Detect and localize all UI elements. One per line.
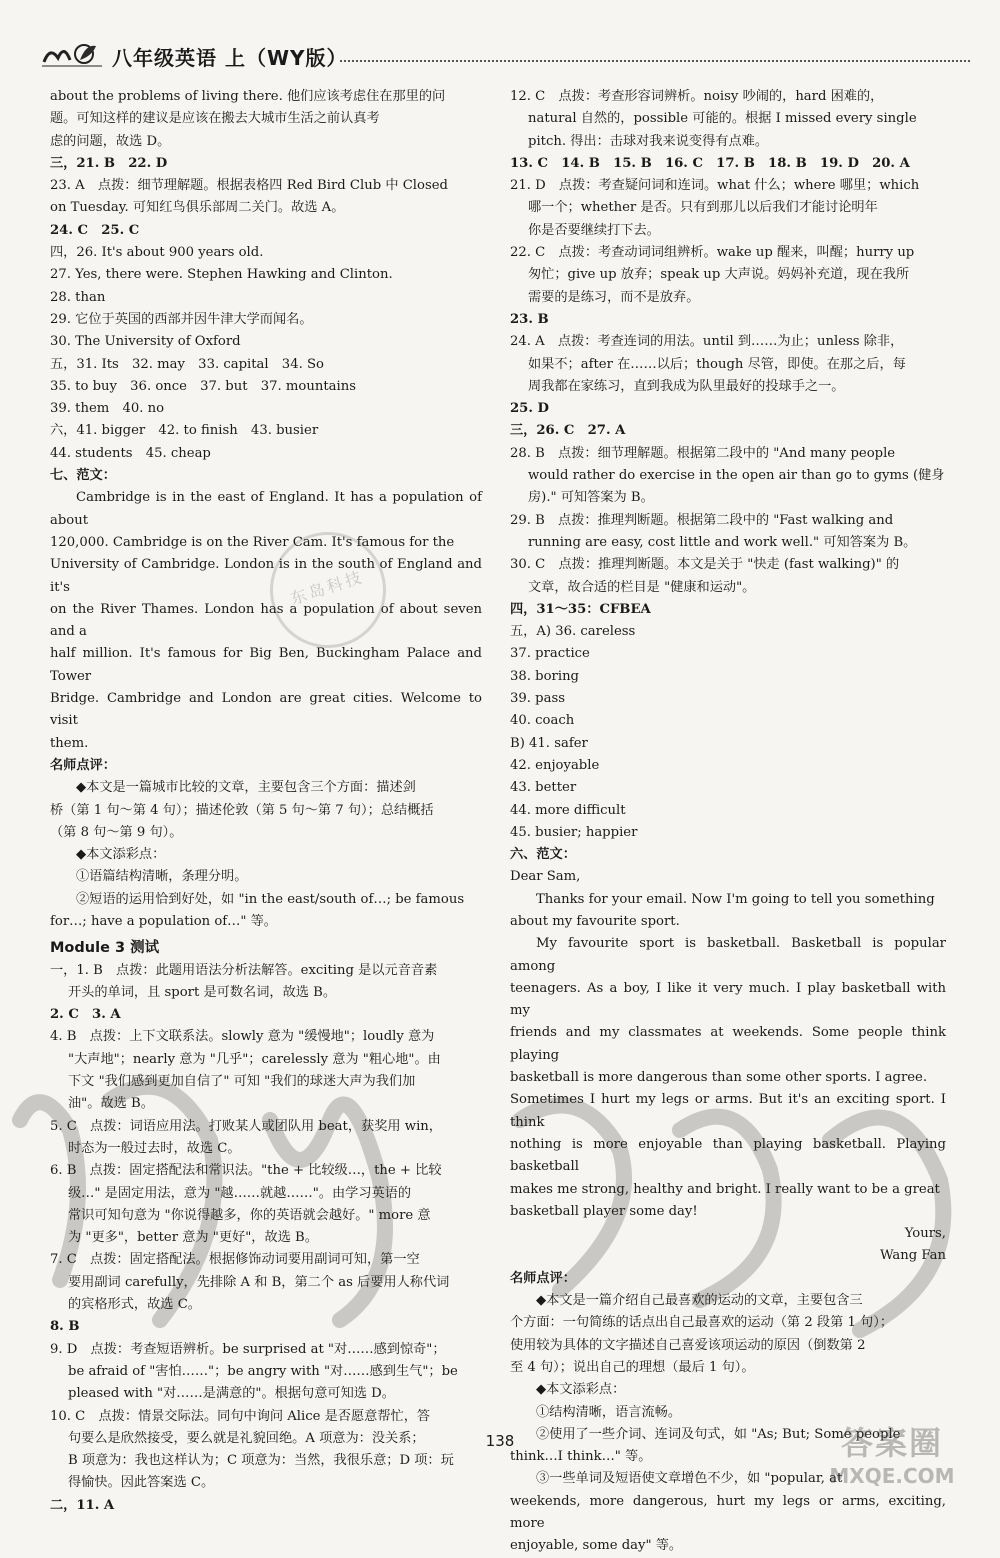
text-line: My favourite sport is basketball. Basketball is popular among bbox=[510, 936, 946, 974]
text-line: 6. B 点拨：固定搭配法和常识法。"the + 比较级…，the + 比较 bbox=[50, 1163, 442, 1179]
text-line: 题。可知这样的建议是应该在搬去大城市生活之前认真考 bbox=[50, 111, 380, 127]
text-line: 三，26. C 27. A bbox=[510, 423, 626, 439]
text-line: （第 8 句～第 9 句）。 bbox=[50, 824, 183, 840]
text-line: on the River Thames. London has a population of about seven and a bbox=[50, 601, 482, 640]
text-line: natural 自然的，possible 可能的。根据 I missed every single bbox=[528, 111, 917, 127]
text-line: 27. Yes, there were. Stephen Hawking and Clinton. bbox=[50, 267, 393, 283]
text-line: think…I think…" 等。 bbox=[510, 1449, 652, 1465]
text-line: University of Cambridge. London is in the south of England and it's bbox=[50, 557, 482, 595]
text-line: about my favourite sport. bbox=[510, 913, 680, 929]
text-line: 30. C 点拨：推理判断题。本文是关于 "快走 (fast walking)" 的 bbox=[510, 557, 900, 573]
text-line: 二，11. A bbox=[50, 1497, 115, 1513]
text-line: 21. D 点拨：考查疑问词和连词。what 什么；where 哪里；which bbox=[510, 178, 920, 194]
text-line: ①语篇结构清晰，条理分明。 bbox=[76, 869, 248, 885]
text-line: 六、范文： bbox=[510, 847, 576, 863]
text-line: teenagers. As a boy, I like it very much. I play basketball with my bbox=[510, 980, 946, 1019]
text-line: ◆本文添彩点： bbox=[76, 847, 166, 863]
text-line: 六，41. bigger 42. to finish 43. busier bbox=[50, 423, 319, 439]
text-line: 45. busier; happier bbox=[510, 824, 638, 840]
text-line: 四，26. It's about 900 years old. bbox=[50, 245, 264, 261]
text-line: on Tuesday. 可知红鸟俱乐部周二关门。故选 A。 bbox=[50, 200, 345, 216]
text-line: 级…" 是固定用法，意为 "越……就越……"。由学习英语的 bbox=[68, 1185, 412, 1201]
text-line: 时态为一般过去时，故选 C。 bbox=[68, 1140, 241, 1156]
publisher-logo-icon bbox=[40, 40, 106, 70]
text-line: 下文 "我们感到更加自信了" 可知 "我们的球迷大声为我们加 bbox=[68, 1074, 416, 1090]
text-line: 28. B 点拨：细节理解题。根据第二段中的 "And many people bbox=[510, 445, 896, 461]
text-line: 三，21. B 22. D bbox=[50, 155, 168, 171]
text-line: Thanks for your email. Now I'm going to tell you something bbox=[536, 891, 935, 907]
text-line: Module 3 测试 bbox=[50, 940, 160, 957]
text-line: them. bbox=[50, 735, 89, 751]
text-line: about the problems of living there. 他们应该考虑住在那里的问 bbox=[50, 89, 446, 104]
stamp-watermark-text: 东岛科技 bbox=[288, 566, 367, 609]
text-line: 房)." 可知答案为 B。 bbox=[528, 490, 654, 506]
text-line: "大声地"；nearly 意为 "几乎"；carelessly 意为 "粗心地"。由 bbox=[68, 1051, 441, 1067]
text-line: 39. them 40. no bbox=[50, 401, 165, 417]
text-line: 五，31. Its 32. may 33. capital 34. So bbox=[50, 356, 324, 372]
text-line: 23. B bbox=[510, 311, 549, 327]
text-line: 个方面：一句简练的话点出自己最喜欢的运动（第 2 段第 1 句）； bbox=[510, 1315, 894, 1331]
text-line: 桥（第 1 句～第 4 句）；描述伦敦（第 5 句～第 7 句）；总结概括 bbox=[50, 802, 434, 818]
text-line: 12. C 点拨：考查形容词辨析。noisy 吵闹的，hard 困难的， bbox=[510, 89, 884, 104]
text-line: Wang Fan bbox=[879, 1248, 946, 1264]
text-line: 29. B 点拨：推理判断题。根据第二段中的 "Fast walking and bbox=[510, 512, 894, 528]
text-line: 43. better bbox=[510, 780, 577, 796]
text-line: B) 41. safer bbox=[510, 735, 588, 751]
text-line: weekends, more dangerous, hurt my legs or arms, exciting, more bbox=[510, 1493, 946, 1531]
text-line: B 项意为：我也这样认为；C 项意为：当然，我很乐意；D 项：玩 bbox=[68, 1453, 454, 1469]
text-line: 24. A 点拨：考查连词的用法。until 到……为止；unless 除非， bbox=[510, 334, 904, 350]
site-watermark-logo: 答案圈 bbox=[840, 1424, 943, 1462]
text-line: 虑的问题，故选 D。 bbox=[50, 133, 171, 149]
text-line: 名师点评： bbox=[50, 757, 116, 773]
text-line: 13. C 14. B 15. B 16. C 17. B 18. B 19. D 20. A bbox=[510, 155, 910, 171]
text-line: Dear Sam, bbox=[510, 869, 581, 885]
text-line: 周我都在家练习，直到我成为队里最好的投球手之一。 bbox=[528, 378, 845, 394]
text-line: 37. practice bbox=[510, 646, 590, 662]
text-line: 常识可知句意为 "你说得越多，你的英语就会越好。" more 意 bbox=[68, 1207, 431, 1223]
text-line: basketball is more dangerous than some other sports. I agree. bbox=[510, 1070, 928, 1086]
text-line: 44. students 45. cheap bbox=[50, 445, 211, 461]
text-line: basketball player some day! bbox=[510, 1203, 698, 1219]
text-line: 44. more difficult bbox=[510, 802, 626, 818]
text-line: 120,000. Cambridge is on the River Cam. It's famous for the bbox=[50, 534, 455, 550]
page-number: 138 bbox=[485, 1432, 515, 1450]
text-line: Sometimes I hurt my legs or arms. But it's an exciting sport. I think bbox=[510, 1092, 946, 1130]
text-line: 29. 它位于英国的西部并因牛津大学而闻名。 bbox=[50, 311, 313, 327]
text-line: 28. than bbox=[50, 289, 106, 305]
text-line: 7. C 点拨：固定搭配法。根据修饰动词要用副词可知，第一空 bbox=[50, 1252, 420, 1268]
text-line: 要用副词 carefully，先排除 A 和 B，第二个 as 后要用人称代词 bbox=[68, 1274, 450, 1290]
text-line: 名师点评： bbox=[510, 1270, 576, 1286]
text-line: pitch. 得出：击球对我来说变得有点难。 bbox=[528, 133, 769, 149]
text-line: enjoyable, some day" 等。 bbox=[510, 1538, 683, 1554]
text-line: 40. coach bbox=[510, 713, 575, 729]
text-line: 30. The University of Oxford bbox=[50, 334, 241, 350]
text-line: 39. pass bbox=[510, 691, 566, 707]
page-header bbox=[40, 38, 970, 78]
text-line: 为 "更多"，better 意为 "更好"，故选 B。 bbox=[68, 1230, 318, 1246]
text-line: ◆本文是一篇介绍自己最喜欢的运动的文章，主要包含三 bbox=[536, 1293, 863, 1309]
text-line: 需要的是练习，而不是放弃。 bbox=[528, 289, 700, 305]
text-line: 五，A) 36. careless bbox=[510, 624, 636, 640]
text-line: 至 4 句）；说出自己的理想（最后 1 句）。 bbox=[510, 1359, 755, 1375]
text-line: 5. C 点拨：词语应用法。打败某人或团队用 beat，获奖用 win， bbox=[50, 1118, 442, 1134]
text-line: 24. C 25. C bbox=[50, 222, 140, 238]
text-line: 七、范文： bbox=[50, 468, 116, 484]
text-line: Yours, bbox=[904, 1226, 946, 1242]
text-line: 油"。故选 B。 bbox=[68, 1096, 154, 1112]
text-line: 句要么是欣然接受，要么就是礼貌回绝。A 项意为：没关系； bbox=[68, 1430, 425, 1446]
text-line: Cambridge is in the east of England. It has a population of about bbox=[50, 490, 482, 528]
text-line: ②使用了一些介词、连词及句式，如 "As; But; Some people bbox=[536, 1426, 901, 1442]
text-line: 22. C 点拨：考查动词词组辨析。wake up 醒来，叫醒；hurry up bbox=[510, 245, 915, 261]
text-line: 四，31～35：CFBEA bbox=[510, 601, 651, 617]
header-rule bbox=[340, 60, 970, 62]
text-line: pleased with "对……是满意的"。根据句意可知选 D。 bbox=[68, 1386, 395, 1402]
text-line: 4. B 点拨：上下文联系法。slowly 意为 "缓慢地"；loudly 意为 bbox=[50, 1029, 435, 1045]
text-line: would rather do exercise in the open air than go to gyms (健身 bbox=[528, 468, 945, 484]
text-line: for…; have a population of…" 等。 bbox=[50, 913, 277, 929]
text-line: 2. C 3. A bbox=[50, 1007, 121, 1023]
text-line: 35. to buy 36. once 37. but 37. mountains bbox=[50, 378, 356, 394]
site-watermark-url: MXQE.COM bbox=[829, 1464, 955, 1488]
text-line: friends and my classmates at weekends. Some people think playing bbox=[510, 1025, 946, 1063]
text-line: 的宾格形式，故选 C。 bbox=[68, 1297, 201, 1313]
text-line: 8. B bbox=[50, 1319, 80, 1335]
book-title: 八年级英语 上（WY版） bbox=[112, 46, 348, 70]
text-line: 文章，故合适的栏目是 "健康和运动"。 bbox=[528, 579, 756, 595]
text-line: 匆忙；give up 放弃；speak up 大声说。妈妈补充道，现在我所 bbox=[528, 267, 910, 283]
text-line: nothing is more enjoyable than playing basketball. Playing basketball bbox=[510, 1136, 946, 1175]
left-column bbox=[50, 86, 482, 1517]
text-line: ③一些单词及短语使文章增色不少，如 "popular, at bbox=[536, 1471, 843, 1487]
text-line: ②短语的运用恰到好处，如 "in the east/south of…; be famous bbox=[76, 891, 465, 907]
text-line: ◆本文添彩点： bbox=[536, 1382, 626, 1398]
text-line: ①结构清晰，语言流畅。 bbox=[536, 1404, 682, 1420]
text-line: 42. enjoyable bbox=[510, 757, 600, 773]
text-line: 一，1. B 点拨：此题用语法分析法解答。exciting 是以元音音素 bbox=[50, 962, 438, 978]
text-line: running are easy, cost little and work well." 可知答案为 B。 bbox=[528, 534, 917, 550]
text-line: 使用较为具体的文字描述自己喜爱该项运动的原因（倒数第 2 bbox=[510, 1337, 866, 1353]
text-line: 哪一个；whether 是否。只有到那儿以后我们才能讨论明年 bbox=[528, 200, 878, 216]
text-line: 10. C 点拨：情景交际法。同句中询问 Alice 是否愿意帮忙，答 bbox=[50, 1408, 431, 1424]
text-line: makes me strong, healthy and bright. I really want to be a great bbox=[510, 1181, 940, 1197]
text-line: 9. D 点拨：考查短语辨析。be surprised at "对……感到惊奇"； bbox=[50, 1341, 446, 1357]
text-line: 23. A 点拨：细节理解题。根据表格四 Red Bird Club 中 Closed bbox=[50, 178, 448, 194]
text-line: half million. It's famous for Big Ben, Buckingham Palace and Tower bbox=[50, 646, 482, 684]
text-line: Bridge. Cambridge and London are great cities. Welcome to visit bbox=[50, 691, 482, 729]
text-line: 你是否要继续打下去。 bbox=[528, 222, 660, 238]
text-line: 25. D bbox=[510, 401, 549, 417]
text-line: be afraid of "害怕……"；be angry with "对……感到生气"；be bbox=[68, 1363, 458, 1379]
text-line: ◆本文是一篇城市比较的文章，主要包含三个方面：描述剑 bbox=[76, 780, 416, 796]
text-line: 开头的单词，且 sport 是可数名词，故选 B。 bbox=[68, 984, 337, 1000]
text-line: 38. boring bbox=[510, 668, 580, 684]
right-column bbox=[510, 86, 946, 1558]
text-line: 得愉快。因此答案选 C。 bbox=[68, 1475, 215, 1491]
text-line: 如果不；after 在……以后；though 尽管，即使。在那之后，每 bbox=[528, 356, 906, 372]
